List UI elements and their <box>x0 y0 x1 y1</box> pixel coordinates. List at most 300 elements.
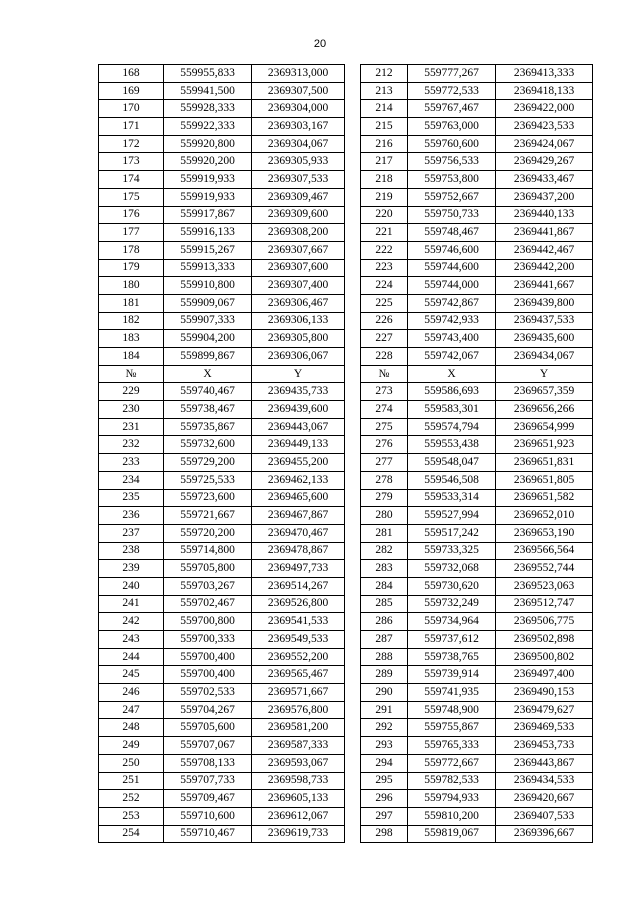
cell-left-y: 2369467,867 <box>252 507 345 525</box>
cell-right-y: 2369396,667 <box>496 825 593 843</box>
cell-left-x: 559703,267 <box>164 577 252 595</box>
table-row <box>99 631 593 649</box>
cell-left-x: 559915,267 <box>164 241 252 259</box>
table-row <box>99 577 593 595</box>
cell-left-x: 559919,933 <box>164 171 252 189</box>
cell-left-num: 176 <box>99 206 164 224</box>
column-gap <box>345 542 361 560</box>
cell-right-num: 283 <box>361 560 408 578</box>
cell-left-y: 2369478,867 <box>252 542 345 560</box>
column-gap <box>345 65 361 83</box>
cell-left-y: 2369605,133 <box>252 790 345 808</box>
table-row <box>99 613 593 631</box>
cell-right-x: 559772,667 <box>408 754 496 772</box>
cell-right-x: 559739,914 <box>408 666 496 684</box>
cell-right-y: 2369407,533 <box>496 807 593 825</box>
cell-right-num: 292 <box>361 719 408 737</box>
cell-left-y: 2369497,733 <box>252 560 345 578</box>
cell-left-y: 2369435,733 <box>252 383 345 401</box>
header-right-num: № <box>361 365 408 383</box>
cell-right-num: 287 <box>361 631 408 649</box>
cell-left-num: 181 <box>99 294 164 312</box>
cell-left-num: 236 <box>99 507 164 525</box>
cell-left-num: 174 <box>99 171 164 189</box>
cell-right-x: 559730,620 <box>408 577 496 595</box>
column-gap <box>345 489 361 507</box>
column-gap <box>345 719 361 737</box>
cell-left-y: 2369612,067 <box>252 807 345 825</box>
cell-left-y: 2369307,667 <box>252 241 345 259</box>
column-gap <box>345 754 361 772</box>
cell-left-x: 559707,733 <box>164 772 252 790</box>
cell-left-num: 235 <box>99 489 164 507</box>
cell-left-num: 175 <box>99 188 164 206</box>
cell-right-num: 296 <box>361 790 408 808</box>
cell-right-num: 217 <box>361 153 408 171</box>
cell-left-num: 254 <box>99 825 164 843</box>
cell-right-num: 222 <box>361 241 408 259</box>
cell-left-x: 559904,200 <box>164 330 252 348</box>
cell-right-num: 212 <box>361 65 408 83</box>
cell-left-x: 559705,600 <box>164 719 252 737</box>
cell-right-y: 2369442,200 <box>496 259 593 277</box>
coordinates-table <box>98 64 593 843</box>
table-row <box>99 666 593 684</box>
cell-right-x: 559794,933 <box>408 790 496 808</box>
cell-left-num: 178 <box>99 241 164 259</box>
cell-right-x: 559742,933 <box>408 312 496 330</box>
column-gap <box>345 100 361 118</box>
coordinates-table-body <box>99 65 593 843</box>
cell-right-y: 2369429,267 <box>496 153 593 171</box>
column-gap <box>345 330 361 348</box>
cell-right-y: 2369440,133 <box>496 206 593 224</box>
cell-right-y: 2369506,775 <box>496 613 593 631</box>
column-gap <box>345 595 361 613</box>
cell-left-y: 2369552,200 <box>252 648 345 666</box>
cell-left-num: 173 <box>99 153 164 171</box>
table-row <box>99 277 593 295</box>
cell-left-num: 247 <box>99 701 164 719</box>
cell-right-y: 2369552,744 <box>496 560 593 578</box>
cell-left-y: 2369576,800 <box>252 701 345 719</box>
table-row <box>99 772 593 790</box>
cell-right-y: 2369469,533 <box>496 719 593 737</box>
cell-right-y: 2369656,266 <box>496 401 593 419</box>
column-gap <box>345 383 361 401</box>
table-row <box>99 807 593 825</box>
cell-left-y: 2369549,533 <box>252 631 345 649</box>
cell-left-x: 559738,467 <box>164 401 252 419</box>
cell-right-x: 559732,068 <box>408 560 496 578</box>
column-gap <box>345 118 361 136</box>
cell-left-num: 182 <box>99 312 164 330</box>
column-gap <box>345 82 361 100</box>
column-gap <box>345 471 361 489</box>
cell-right-x: 559756,533 <box>408 153 496 171</box>
cell-right-num: 290 <box>361 684 408 702</box>
column-gap <box>345 807 361 825</box>
cell-left-x: 559732,600 <box>164 436 252 454</box>
column-gap <box>345 524 361 542</box>
column-gap <box>345 790 361 808</box>
cell-left-x: 559917,867 <box>164 206 252 224</box>
cell-right-x: 559748,900 <box>408 701 496 719</box>
cell-left-x: 559909,067 <box>164 294 252 312</box>
column-gap <box>345 507 361 525</box>
cell-right-x: 559741,935 <box>408 684 496 702</box>
cell-right-num: 280 <box>361 507 408 525</box>
table-row <box>99 507 593 525</box>
cell-right-y: 2369435,600 <box>496 330 593 348</box>
cell-right-x: 559819,067 <box>408 825 496 843</box>
cell-left-num: 242 <box>99 613 164 631</box>
cell-left-num: 172 <box>99 135 164 153</box>
cell-right-x: 559753,800 <box>408 171 496 189</box>
column-gap <box>345 153 361 171</box>
cell-right-num: 294 <box>361 754 408 772</box>
cell-left-y: 2369593,067 <box>252 754 345 772</box>
table-row <box>99 524 593 542</box>
table-row <box>99 188 593 206</box>
cell-left-y: 2369449,133 <box>252 436 345 454</box>
cell-left-num: 250 <box>99 754 164 772</box>
header-left-y: Y <box>252 365 345 383</box>
cell-left-num: 184 <box>99 348 164 366</box>
column-gap <box>345 206 361 224</box>
cell-right-y: 2369497,400 <box>496 666 593 684</box>
cell-left-x: 559729,200 <box>164 454 252 472</box>
cell-right-y: 2369500,802 <box>496 648 593 666</box>
cell-left-x: 559708,133 <box>164 754 252 772</box>
cell-left-y: 2369309,600 <box>252 206 345 224</box>
cell-left-x: 559714,800 <box>164 542 252 560</box>
cell-left-num: 251 <box>99 772 164 790</box>
cell-left-num: 249 <box>99 737 164 755</box>
cell-right-x: 559755,867 <box>408 719 496 737</box>
cell-left-num: 246 <box>99 684 164 702</box>
cell-left-y: 2369304,000 <box>252 100 345 118</box>
cell-left-num: 231 <box>99 418 164 436</box>
cell-right-num: 281 <box>361 524 408 542</box>
cell-right-num: 289 <box>361 666 408 684</box>
table-row <box>99 825 593 843</box>
cell-left-y: 2369565,467 <box>252 666 345 684</box>
cell-right-y: 2369422,000 <box>496 100 593 118</box>
cell-left-y: 2369307,533 <box>252 171 345 189</box>
cell-right-num: 224 <box>361 277 408 295</box>
cell-left-y: 2369307,600 <box>252 259 345 277</box>
cell-right-y: 2369651,805 <box>496 471 593 489</box>
column-gap <box>345 577 361 595</box>
cell-left-num: 248 <box>99 719 164 737</box>
table-row <box>99 312 593 330</box>
cell-right-num: 273 <box>361 383 408 401</box>
cell-left-y: 2369439,600 <box>252 401 345 419</box>
cell-right-num: 276 <box>361 436 408 454</box>
page-number: 20 <box>313 38 327 50</box>
cell-right-y: 2369424,067 <box>496 135 593 153</box>
cell-right-x: 559574,794 <box>408 418 496 436</box>
column-gap <box>345 241 361 259</box>
cell-left-num: 239 <box>99 560 164 578</box>
column-gap <box>345 312 361 330</box>
cell-left-y: 2369304,067 <box>252 135 345 153</box>
cell-right-y: 2369442,467 <box>496 241 593 259</box>
cell-left-num: 180 <box>99 277 164 295</box>
cell-right-y: 2369479,627 <box>496 701 593 719</box>
table-row <box>99 471 593 489</box>
cell-right-x: 559527,994 <box>408 507 496 525</box>
cell-left-x: 559922,333 <box>164 118 252 136</box>
column-gap <box>345 294 361 312</box>
cell-right-num: 288 <box>361 648 408 666</box>
table-row <box>99 348 593 366</box>
cell-left-x: 559735,867 <box>164 418 252 436</box>
cell-right-y: 2369433,467 <box>496 171 593 189</box>
cell-right-num: 275 <box>361 418 408 436</box>
cell-right-y: 2369490,153 <box>496 684 593 702</box>
cell-right-y: 2369413,333 <box>496 65 593 83</box>
cell-right-x: 559752,667 <box>408 188 496 206</box>
cell-right-x: 559533,314 <box>408 489 496 507</box>
cell-right-y: 2369418,133 <box>496 82 593 100</box>
header-right-x: X <box>408 365 496 383</box>
table-row <box>99 65 593 83</box>
cell-left-y: 2369581,200 <box>252 719 345 737</box>
table-row <box>99 684 593 702</box>
cell-left-y: 2369309,467 <box>252 188 345 206</box>
cell-left-num: 243 <box>99 631 164 649</box>
table-row <box>99 595 593 613</box>
cell-left-num: 179 <box>99 259 164 277</box>
header-right-y: Y <box>496 365 593 383</box>
cell-right-y: 2369502,898 <box>496 631 593 649</box>
cell-left-y: 2369470,467 <box>252 524 345 542</box>
column-gap <box>345 684 361 702</box>
cell-left-x: 559920,800 <box>164 135 252 153</box>
cell-right-num: 214 <box>361 100 408 118</box>
cell-left-y: 2369307,400 <box>252 277 345 295</box>
cell-left-x: 559907,333 <box>164 312 252 330</box>
cell-right-y: 2369441,667 <box>496 277 593 295</box>
cell-right-num: 291 <box>361 701 408 719</box>
cell-left-x: 559720,200 <box>164 524 252 542</box>
table-row <box>99 790 593 808</box>
cell-right-y: 2369434,533 <box>496 772 593 790</box>
cell-left-x: 559704,267 <box>164 701 252 719</box>
cell-right-x: 559772,533 <box>408 82 496 100</box>
cell-left-y: 2369313,000 <box>252 65 345 83</box>
table-row <box>99 118 593 136</box>
cell-left-x: 559899,867 <box>164 348 252 366</box>
cell-right-x: 559777,267 <box>408 65 496 83</box>
cell-right-num: 216 <box>361 135 408 153</box>
cell-right-x: 559765,333 <box>408 737 496 755</box>
table-row <box>99 383 593 401</box>
column-gap <box>345 666 361 684</box>
cell-left-y: 2369462,133 <box>252 471 345 489</box>
header-left-num: № <box>99 365 164 383</box>
column-gap <box>345 418 361 436</box>
header-row <box>99 365 593 383</box>
table-row <box>99 418 593 436</box>
cell-left-x: 559740,467 <box>164 383 252 401</box>
cell-right-num: 286 <box>361 613 408 631</box>
cell-right-y: 2369566,564 <box>496 542 593 560</box>
cell-right-x: 559742,067 <box>408 348 496 366</box>
cell-right-num: 228 <box>361 348 408 366</box>
column-gap <box>345 701 361 719</box>
cell-right-y: 2369654,999 <box>496 418 593 436</box>
cell-right-x: 559553,438 <box>408 436 496 454</box>
cell-left-x: 559916,133 <box>164 224 252 242</box>
cell-right-num: 285 <box>361 595 408 613</box>
cell-right-num: 226 <box>361 312 408 330</box>
cell-left-y: 2369619,733 <box>252 825 345 843</box>
cell-left-y: 2369306,133 <box>252 312 345 330</box>
cell-left-num: 253 <box>99 807 164 825</box>
cell-left-x: 559702,467 <box>164 595 252 613</box>
cell-right-num: 279 <box>361 489 408 507</box>
cell-left-x: 559941,500 <box>164 82 252 100</box>
table-row <box>99 719 593 737</box>
cell-right-y: 2369512,747 <box>496 595 593 613</box>
cell-left-y: 2369455,200 <box>252 454 345 472</box>
cell-left-x: 559725,533 <box>164 471 252 489</box>
cell-left-y: 2369514,267 <box>252 577 345 595</box>
table-row <box>99 135 593 153</box>
table-row <box>99 754 593 772</box>
column-gap <box>345 277 361 295</box>
cell-right-y: 2369443,867 <box>496 754 593 772</box>
table-row <box>99 153 593 171</box>
cell-right-x: 559733,325 <box>408 542 496 560</box>
cell-left-x: 559700,333 <box>164 631 252 649</box>
cell-right-y: 2369657,359 <box>496 383 593 401</box>
column-gap <box>345 365 361 383</box>
table-row <box>99 224 593 242</box>
cell-right-y: 2369523,063 <box>496 577 593 595</box>
cell-left-num: 169 <box>99 82 164 100</box>
cell-right-y: 2369651,582 <box>496 489 593 507</box>
cell-left-y: 2369303,167 <box>252 118 345 136</box>
cell-right-x: 559546,508 <box>408 471 496 489</box>
cell-left-num: 241 <box>99 595 164 613</box>
cell-left-num: 232 <box>99 436 164 454</box>
cell-left-x: 559928,333 <box>164 100 252 118</box>
cell-right-y: 2369420,667 <box>496 790 593 808</box>
column-gap <box>345 560 361 578</box>
cell-left-y: 2369306,067 <box>252 348 345 366</box>
cell-left-x: 559700,800 <box>164 613 252 631</box>
cell-right-x: 559748,467 <box>408 224 496 242</box>
column-gap <box>345 825 361 843</box>
cell-left-x: 559700,400 <box>164 648 252 666</box>
table-row <box>99 259 593 277</box>
cell-left-x: 559702,533 <box>164 684 252 702</box>
cell-right-x: 559743,400 <box>408 330 496 348</box>
cell-left-num: 177 <box>99 224 164 242</box>
cell-right-num: 225 <box>361 294 408 312</box>
table-row <box>99 737 593 755</box>
cell-left-num: 244 <box>99 648 164 666</box>
cell-left-x: 559700,400 <box>164 666 252 684</box>
cell-left-num: 171 <box>99 118 164 136</box>
table-row <box>99 401 593 419</box>
table-row <box>99 100 593 118</box>
cell-right-y: 2369423,533 <box>496 118 593 136</box>
cell-right-x: 559746,600 <box>408 241 496 259</box>
cell-right-x: 559583,301 <box>408 401 496 419</box>
cell-left-num: 229 <box>99 383 164 401</box>
table-row <box>99 294 593 312</box>
cell-right-x: 559586,693 <box>408 383 496 401</box>
cell-right-num: 220 <box>361 206 408 224</box>
cell-right-num: 223 <box>361 259 408 277</box>
table-row <box>99 206 593 224</box>
cell-right-x: 559767,467 <box>408 100 496 118</box>
column-gap <box>345 401 361 419</box>
cell-left-x: 559721,667 <box>164 507 252 525</box>
cell-left-num: 234 <box>99 471 164 489</box>
cell-right-x: 559732,249 <box>408 595 496 613</box>
cell-right-x: 559734,964 <box>408 613 496 631</box>
cell-right-y: 2369651,923 <box>496 436 593 454</box>
cell-left-num: 238 <box>99 542 164 560</box>
cell-left-num: 170 <box>99 100 164 118</box>
cell-left-y: 2369443,067 <box>252 418 345 436</box>
table-row <box>99 542 593 560</box>
cell-left-x: 559710,600 <box>164 807 252 825</box>
cell-left-x: 559709,467 <box>164 790 252 808</box>
cell-left-x: 559919,933 <box>164 188 252 206</box>
column-gap <box>345 171 361 189</box>
cell-left-y: 2369308,200 <box>252 224 345 242</box>
cell-left-y: 2369306,467 <box>252 294 345 312</box>
column-gap <box>345 135 361 153</box>
column-gap <box>345 259 361 277</box>
cell-left-y: 2369571,667 <box>252 684 345 702</box>
cell-right-y: 2369437,533 <box>496 312 593 330</box>
table-row <box>99 436 593 454</box>
column-gap <box>345 224 361 242</box>
cell-right-x: 559782,533 <box>408 772 496 790</box>
cell-right-num: 219 <box>361 188 408 206</box>
cell-left-x: 559920,200 <box>164 153 252 171</box>
table-row <box>99 330 593 348</box>
column-gap <box>345 631 361 649</box>
column-gap <box>345 613 361 631</box>
cell-right-num: 277 <box>361 454 408 472</box>
column-gap <box>345 436 361 454</box>
cell-left-num: 252 <box>99 790 164 808</box>
cell-right-x: 559548,047 <box>408 454 496 472</box>
cell-left-num: 240 <box>99 577 164 595</box>
cell-left-x: 559707,067 <box>164 737 252 755</box>
cell-right-num: 215 <box>361 118 408 136</box>
cell-right-num: 213 <box>361 82 408 100</box>
cell-right-num: 295 <box>361 772 408 790</box>
cell-left-num: 237 <box>99 524 164 542</box>
cell-right-x: 559737,612 <box>408 631 496 649</box>
cell-right-x: 559750,733 <box>408 206 496 224</box>
cell-right-x: 559517,242 <box>408 524 496 542</box>
cell-left-y: 2369526,800 <box>252 595 345 613</box>
cell-right-x: 559810,200 <box>408 807 496 825</box>
table-row <box>99 82 593 100</box>
cell-left-y: 2369465,600 <box>252 489 345 507</box>
